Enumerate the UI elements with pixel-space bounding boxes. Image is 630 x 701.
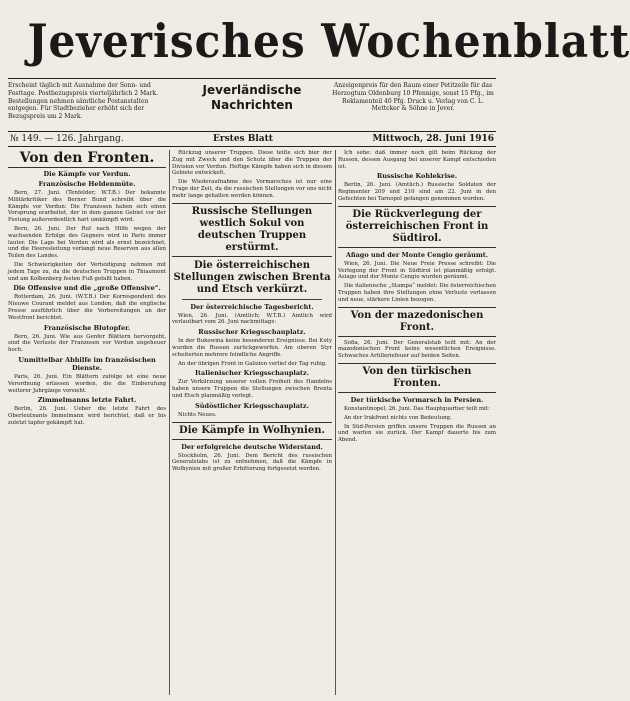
subheading: Der türkische Vormarsch in Persien. [350,395,484,404]
subheading: Russischer Kriegsschauplatz. [198,328,306,337]
article-paragraph: Ich sehe: daß immer noch gilt beim Rückzug der Russen, dessen Ausgang bei unserer Kampf entschieden ist. [338,150,496,170]
headline-austrian-positions: Die österreichischen Stellungen zwischen Brenta und Etsch verkürzt. [173,259,331,295]
column-3 [338,150,496,695]
article-paragraph: Berlin, 26. Juni. Ueber die letzte Fahrt des Oberleutnants Immelmann wird berichtet, daß er bis zuletzt tapfer gekämpft hat. [8,406,166,426]
headline-south-tyrol: Die Rückverlegung der österreichischen Front in Südtirol. [338,206,496,248]
edition-label: Erstes Blatt [213,134,273,144]
column-rule [169,150,170,695]
article-paragraph: Berlin, 26. Juni. (Amtlich.) Russische Soldaten der Regimenter 209 und 210 sind am 22. Juni in den Gefechten bei Tarnopol gefangen genommen worden. [338,182,496,202]
article-paragraph: Paris, 26. Juni. Ein Blättern zufolge ist eine neue Verordnung erlassen worden, die die Einberufung weiterer Jahrgänge vorsieht. [8,373,166,394]
article-paragraph: Rückzug unserer Truppen. Diese teilte sich hier der Zug mit Zweck und den Schutz über die Truppen der Division vor Verdun. Heftige Kämpfe haben sich in diesem Gebiete entwickelt. [172,150,332,177]
article-paragraph: Nichts Neues. [178,411,217,418]
headline-volhynia: Die Kämpfe in Wolhynien. [172,422,332,440]
column-1 [8,150,166,695]
article-paragraph: Die Schwierigkeiten der Verteidigung nehmen mit jedem Tage zu, da die deutschen Truppen in Thiaumont und am Kolbenberg festen Fuß gefaßt haben. [8,261,166,282]
article-paragraph: In Süd-Persien griffen unsere Truppen die Russen an und warfen sie zurück. Der Kampf dauerte bis zum Abend. [338,423,496,444]
subheading: Die Kämpfe vor Verdun. [43,170,131,178]
subheading: Französische Heldenmüte. [38,180,136,188]
article-paragraph: Zur Verkürzung unserer vollen Freiheit des Handelns haben unsere Truppen die Stellungen zwischen Brenta und Etsch planmäßig verlegt. [172,379,332,399]
advertising-info: Anzeigenpreis für den Raum einer Petitzeile für das Herzogtum Oldenburg 10 Pfennige, sonst 15 Pfg., im Reklamenteil 40 Pfg. Druck u. Verlag von C. L. Mettcker & Söhne in Jever. [332,82,494,113]
subscription-info: Erscheint täglich mit Ausnahme der Sonn- und Festtage. Postbezugspreis vierteljährlich 2 Mark. Bestellungen nehmen sämtliche Postanstalten entgegen. Für Stadtbezieher erhöht sich der Bezugspreis um 2 Mark. [8,82,159,121]
article-paragraph: In der Bukowina keine besonderen Ereignisse. Bei Kuty wurden die Russen zurückgeworfen. Am oberen Styr scheiterten mehrere feindliche Angriffe. [172,338,332,358]
article-paragraph: Sofia, 26. Juni. Der Generalstab teilt mit: An der mazedonischen Front keine wesentlichen Ereignisse. Schwaches Artilleriefeuer auf beiden Seiten. [338,339,496,360]
issue-number: № 149. — 126. Jahrgang. [10,134,124,144]
article-paragraph: Stockholm, 26. Juni. Dem Bericht des russischen Generalstabs ist zu entnehmen, daß die Kämpfe in Wolhynien mit großer Erbitterung fortgesetzt werden. [172,452,332,473]
masthead-title: Jeverisches Wochenblatt [27,14,630,68]
subheading: Der erfolgreiche deutsche Widerstand. [181,442,323,451]
subheading: Französische Blutopfer. [43,323,131,332]
article-paragraph: Bern, 26. Juni. Der Ruf nach Hilfe wegen der wachsenden Erfolge des Gegners wird in Paris immer lauter. Die Lage bei Verdun wird als ernst bezeichnet, und die Heeresleitung verlangt neue Reserven aus allen Teilen des Landes. [8,225,166,260]
subheading: Der österreichische Tagesbericht. [190,302,314,311]
headline-macedonian-front: Von der mazedonischen Front. [338,307,496,337]
subtitle-line-2: Nachrichten [211,98,293,112]
article-paragraph: Bern, 26. Juni. Wie aus Genfer Blättern hervorgeht, sind die Verluste der Franzosen vor Verdun ungeheuer hoch. [8,333,166,354]
headline-fronts: Von den Fronten. [8,150,166,168]
article-paragraph: Bern, 27. Juni. (Tenfelder; W.T.B.) Der bekannte Militärkritiker des Berner Bund schreibt über die Kämpfe vor Verdun: Die Franzosen haben sich einen Vorsprung erarbeitet, der in dem ganzen Gebiet vor der Festung außerordentlich hart umkämpft wird. [8,190,166,224]
subheading: Zimmelmanns letzte Fahrt. [37,396,137,405]
article-paragraph: Rotterdam, 26. Juni. (W.T.B.) Der Korrespondent des Nieuwe Courant meldet aus London, daß die englische Presse ausführlich über die Vorbereitungen an der Westfront berichtet. [8,294,166,321]
subheading: Italienischer Kriegsschauplatz. [194,369,310,378]
subheading: Afiago und der Monte Cengio geräumt. [345,250,489,259]
article-paragraph: An der Irakfront nichts von Bedeutung. [344,414,452,421]
subheading: Südöstlicher Kriegsschauplatz. [195,401,309,410]
subheading: Russische Kohlekrise. [376,172,458,181]
article-paragraph: Die italienische „Stampa“ meldet: Die österreichischen Truppen haben ihre Stellungen ohne Verluste verlassen und neue, stärkere Linien bezogen. [338,283,496,303]
article-paragraph: Wien, 26. Juni. (Amtlich; W.T.B.) Amtlich wird verlautbart vom 26. Juni nachmittags: [172,312,332,326]
subheading: Unmittelbar Abhilfe im französischen Dienste. [18,355,156,372]
headline-russian-positions: Russische Stellungen westlich Sokul von deutschen Truppen erstürmt. [172,203,332,257]
subtitle-line-1: Jeverländische [202,83,302,97]
issue-row [8,132,496,147]
article-paragraph: An der übrigen Front in Galizien verlief der Tag ruhig. [178,360,327,367]
separator [182,299,322,300]
column-2 [172,150,332,695]
subtitle [188,83,316,113]
column-rule [335,150,336,695]
masthead [8,8,630,74]
issue-date: Mittwoch, 28. Juni 1916 [372,134,494,144]
article-paragraph: Konstantinopel, 26. Juni. Das Hauptquartier teilt mit: [344,405,490,412]
article-paragraph: Die Wiederaufnahme des Vormarsches ist nur eine Frage der Zeit, da die russischen Stellungen vor uns nicht mehr lange gehalten werden können. [172,179,332,199]
subheading: Die Offensive und die „große Offensive“. [13,284,161,293]
headline-turkish-fronts: Von den türkischen Fronten. [338,363,496,393]
article-paragraph: Wien, 26. Juni. Die Neue Freie Presse schreibt: Die Verlegung der Front in Südtirol ist planmäßig erfolgt. Asiago und der Monte Cengio wurden geräumt. [338,260,496,281]
info-row [8,78,496,132]
